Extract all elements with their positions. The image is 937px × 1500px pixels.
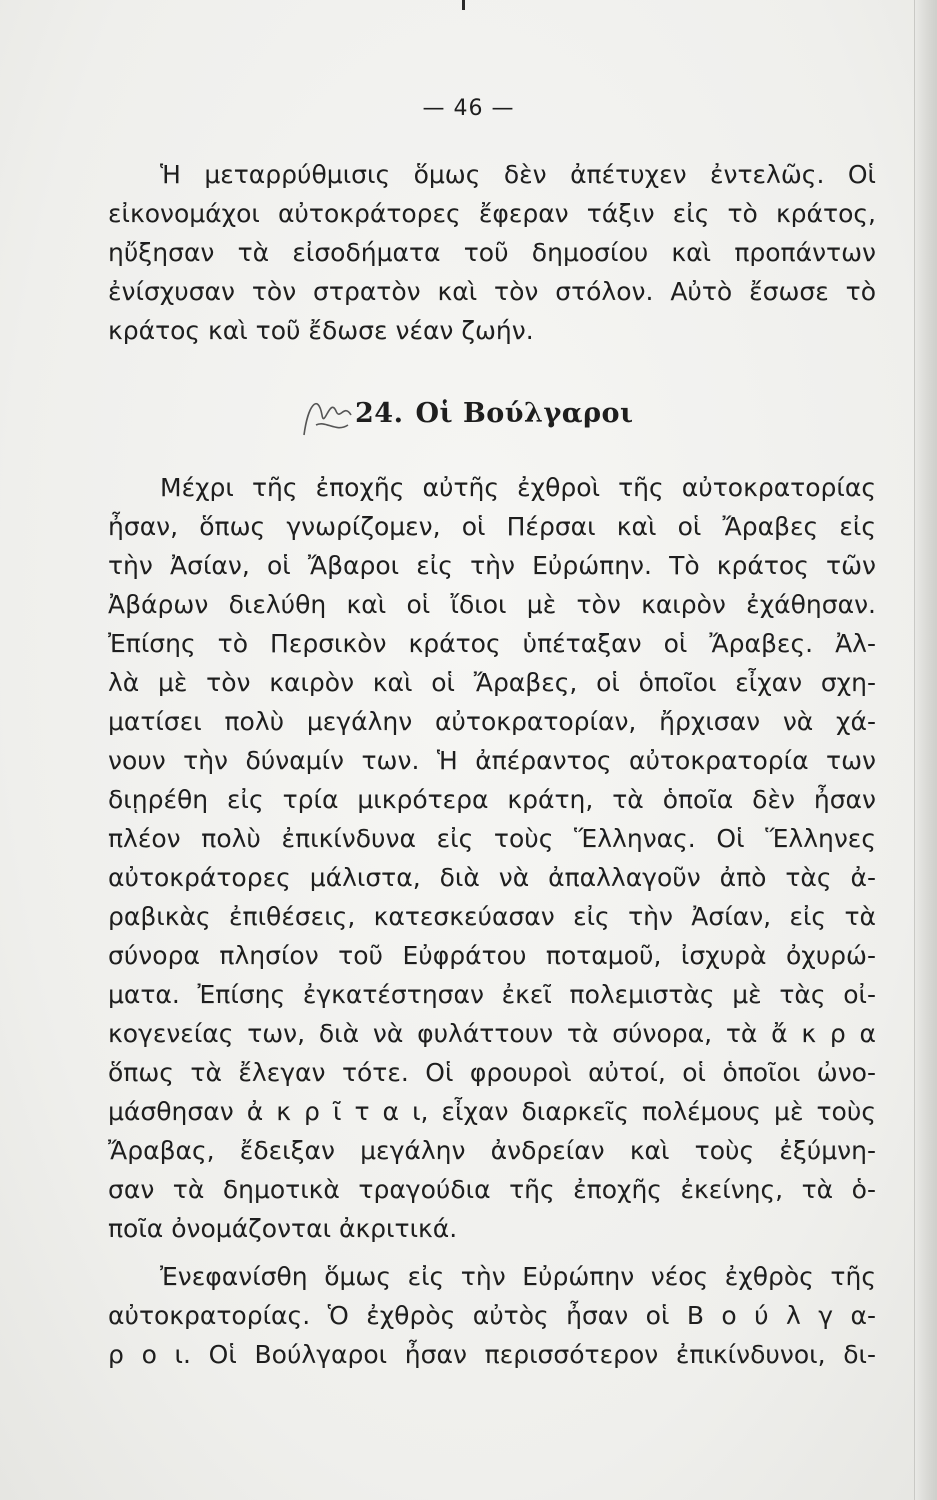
top-mark [462, 0, 465, 10]
text-line: ἐνίσχυσαν τὸν στρατὸν καὶ τὸν στόλον. Αὐτὸ ἔσωσε τὸ [108, 277, 876, 306]
section-number: 24. [355, 398, 404, 429]
text-line: Ἡ μεταρρύθμισις ὅμως δὲν ἀπέτυχεν ἐντελῶς. Οἱ [160, 160, 876, 189]
text-line: Μέχρι τῆς ἐποχῆς αὐτῆς ἐχθροὶ τῆς αὐτοκρατορίας [160, 473, 876, 502]
section-heading [355, 398, 634, 429]
paragraph-3 [108, 1257, 876, 1374]
text-line: Ἄραβας, ἔδειξαν μεγάλην ἀνδρείαν καὶ τοὺς ἐξύμνη- [108, 1136, 876, 1165]
text-line: πλέον πολὺ ἐπικίνδυνα εἰς τοὺς Ἕλληνας. Οἱ Ἕλληνες [108, 824, 876, 853]
text-line: αὐτοκρατορίας. Ὁ ἐχθρὸς αὐτὸς ἦσαν οἱ Β ο ύ λ γ α- [108, 1301, 876, 1330]
text-line: ραβικὰς ἐπιθέσεις, κατεσκεύασαν εἰς τὴν Ἀσίαν, εἰς τὰ [108, 902, 876, 931]
text-line: εἰκονομάχοι αὐτοκράτορες ἔφεραν τάξιν εἰς τὸ κράτος, [108, 199, 876, 228]
text-line: τὴν Ἀσίαν, οἱ Ἄβαροι εἰς τὴν Εὐρώπην. Τὸ κράτος τῶν [108, 551, 876, 580]
text-line: κογενείας των, διὰ νὰ φυλάττουν τὰ σύνορα, τὰ ἄ κ ρ α [108, 1019, 876, 1048]
text-line: Ἀβάρων διελύθη καὶ οἱ ἴδιοι μὲ τὸν καιρὸν ἐχάθησαν. [108, 590, 876, 619]
text-line: σύνορα πλησίον τοῦ Εὐφράτου ποταμοῦ, ἰσχυρὰ ὀχυρώ- [108, 941, 876, 970]
text-line: σαν τὰ δημοτικὰ τραγούδια τῆς ἐποχῆς ἐκείνης, τὰ ὁ- [108, 1175, 876, 1204]
section-title: Οἱ Βούλγαροι [415, 398, 634, 429]
text-line: νουν τὴν δύναμίν των. Ἡ ἀπέραντος αὐτοκρατορία των [108, 746, 876, 775]
text-line: μάσθησαν ἀ κ ρ ῖ τ α ι, εἶχαν διαρκεῖς πολέμους μὲ τοὺς [108, 1097, 876, 1126]
text-line: Ἐπίσης τὸ Περσικὸν κράτος ὑπέταξαν οἱ Ἄραβες. Ἀλ- [108, 629, 876, 658]
text-line: ηὔξησαν τὰ εἰσοδήματα τοῦ δημοσίου καὶ προπάντων [108, 238, 876, 267]
paragraph-1 [108, 155, 876, 350]
text-line: λὰ μὲ τὸν καιρὸν καὶ οἱ Ἄραβες, οἱ ὁποῖοι εἶχαν σχη- [108, 668, 876, 697]
text-line: κράτος καὶ τοῦ ἔδωσε νέαν ζωήν. [108, 316, 534, 345]
text-line: ἦσαν, ὅπως γνωρίζομεν, οἱ Πέρσαι καὶ οἱ Ἄραβες εἰς [108, 512, 876, 541]
text-line: ματίσει πολὺ μεγάλην αὐτοκρατορίαν, ἤρχισαν νὰ χά- [108, 707, 876, 736]
text-line: διῃρέθη εἰς τρία μικρότερα κράτη, τὰ ὁποῖα δὲν ἦσαν [108, 785, 876, 814]
text-line: ὅπως τὰ ἔλεγαν τότε. Οἱ φρουροὶ αὐτοί, οἱ ὁποῖοι ὠνο- [108, 1058, 876, 1087]
text-line: αὐτοκράτορες μάλιστα, διὰ νὰ ἀπαλλαγοῦν ἀπὸ τὰς ἀ- [108, 863, 876, 892]
text-line: Ἐνεφανίσθη ὅμως εἰς τὴν Εὐρώπην νέος ἐχθρὸς τῆς [160, 1262, 876, 1291]
text-line: ρ ο ι. Οἱ Βούλγαροι ἦσαν περισσότερον ἐπικίνδυνοι, δι- [108, 1340, 876, 1369]
text-line: ματα. Ἐπίσης ἐγκατέστησαν ἐκεῖ πολεμιστὰς μὲ τὰς οἰ- [108, 980, 876, 1009]
page-number: — 46 — [422, 96, 515, 121]
page-edge [914, 0, 937, 1500]
paragraph-2 [108, 468, 876, 1248]
text-line: ποῖα ὀνομάζονται ἀκριτικά. [108, 1214, 458, 1243]
